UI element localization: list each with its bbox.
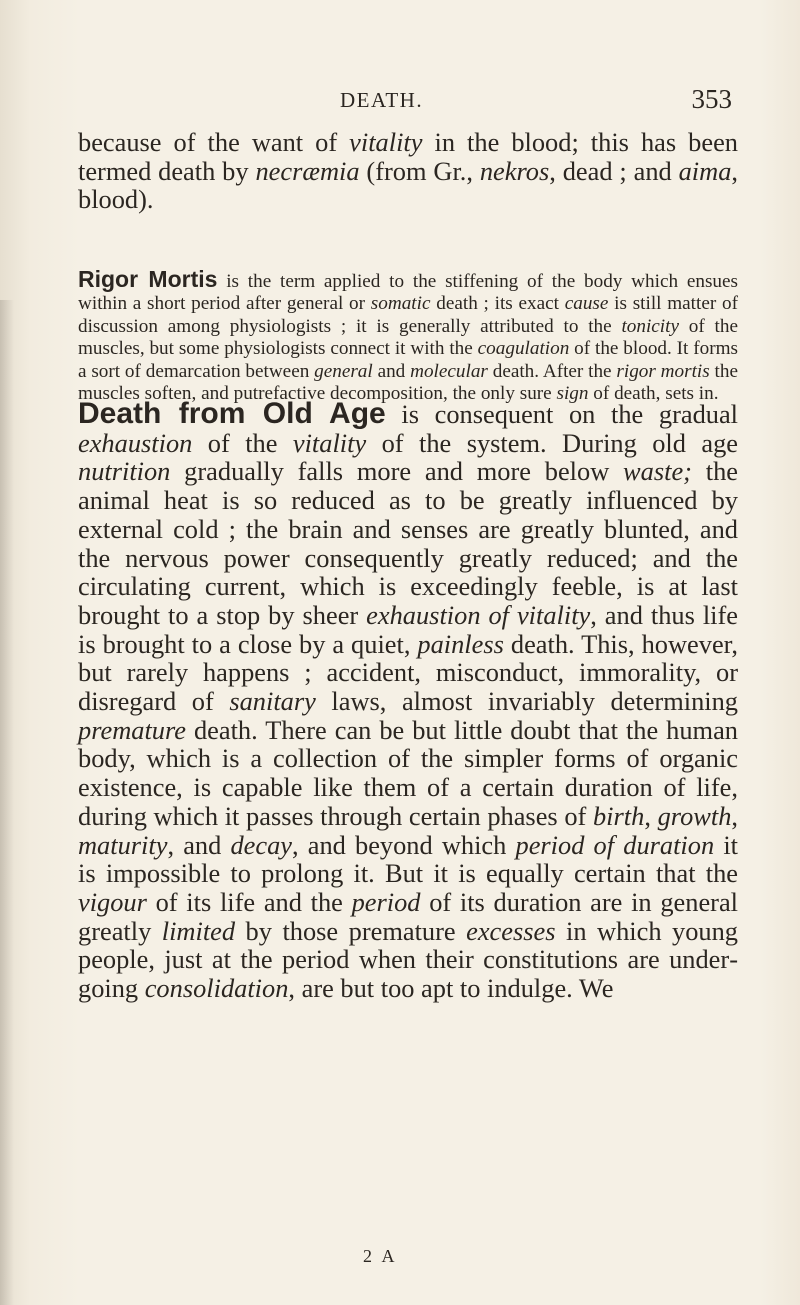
- rigor-mortis-heading: Rigor Mortis: [78, 266, 218, 292]
- paragraph-rigor-mortis: Rigor Mortis is the term applied to the stiffening of the body which ensues within a short period after general or somatic death ; its exact cause is still matter of discussion among physiologists ; it is generally attributed to the tonicity of the muscles, but some physiologists connect it with the coagulation of the blood. It forms a sort of demarcation between general and molecular death. After the rigor mortis the muscles soften, and putrefactive decomposition, the only sure sign of death, sets in.: [78, 266, 738, 405]
- paragraph-necraemia: because of the want of vitality in the blood; this has been termed death by necræmia (from Gr., nekros, dead ; and aima, blood).: [78, 127, 739, 215]
- paragraph-death-from-old-age: Death from Old Age is consequent on the gradual exhaustion of the vitality of the system. During old age nutrition gradually falls more and more below waste; the animal heat is so reduced as to be greatly influenced by external cold ; the brain and senses are greatly blunted, and the nervous power consequently greatly reduced; and the circulating current, which is exceedingly feeble, is at last brought to a stop by sheer exhaustion of vitality, and thus life is brought to a close by a quiet, painless death. This, however, but rarely happens ; accident, misconduct, immorality, or disregard of sanitary laws, almost invariably determining premature death. There can be but little doubt that the human body, which is a collection of the simpler forms of organic existence, is capable like them of a certain duration of life, during which it passes through certain phases of birth, growth, maturity, and decay, and beyond which period of duration it is impossible to prolong it. But it is equally certain that the vigour of its life and the period of its duration are in general greatly limited by those premature excesses in which young people, just at the period when their constitutions are undergoing consolidation, are but too apt to indulge. We: [78, 397, 739, 1004]
- death-from-old-age-heading: Death from Old Age: [78, 397, 386, 430]
- signature-mark: 2 A: [363, 1246, 398, 1266]
- running-head: DEATH.: [340, 88, 424, 112]
- page-number: 353: [691, 84, 732, 114]
- page-header: [78, 84, 732, 124]
- gutter-shadow: [0, 300, 14, 1305]
